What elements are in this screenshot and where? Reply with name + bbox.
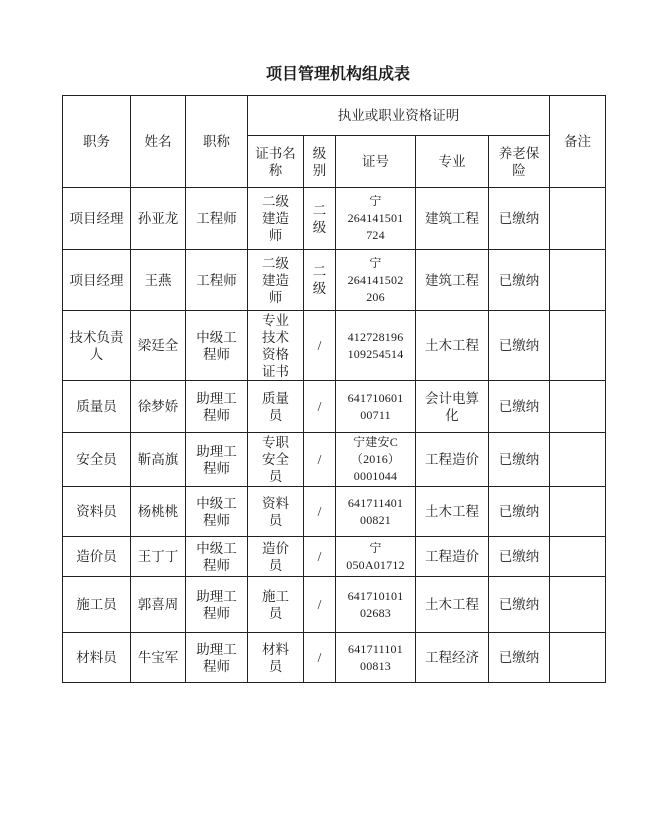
cell-remark xyxy=(550,188,606,250)
cell-pension: 已缴纳 xyxy=(489,487,550,537)
cell-cert-no: 宁050A01712 xyxy=(336,537,416,577)
cell-position: 施工员 xyxy=(63,577,131,633)
document-title: 项目管理机构组成表 xyxy=(265,66,410,83)
cell-cert-no: 64171140100821 xyxy=(336,487,416,537)
cell-cert-name: 造价员 xyxy=(248,537,304,577)
cell-name: 郭喜周 xyxy=(131,577,186,633)
cell-level: / xyxy=(304,537,336,577)
cell-remark xyxy=(550,250,606,311)
cell-major: 会计电算化 xyxy=(416,381,489,433)
cell-position: 项目经理 xyxy=(63,188,131,250)
cell-level: / xyxy=(304,633,336,683)
table-row xyxy=(63,537,606,577)
cell-name: 杨桃桃 xyxy=(131,487,186,537)
cell-title: 中级工程师 xyxy=(186,311,248,381)
cell-level: 二级 xyxy=(304,250,336,311)
cell-cert-no: 宁264141502206 xyxy=(336,250,416,311)
cell-level: / xyxy=(304,577,336,633)
cell-remark xyxy=(550,433,606,487)
cell-position: 项目经理 xyxy=(63,250,131,311)
header-name: 姓名 xyxy=(131,96,186,188)
cell-position: 技术负责人 xyxy=(63,311,131,381)
cell-title: 助理工程师 xyxy=(186,433,248,487)
header-cert-name: 证书名称 xyxy=(248,136,304,188)
cell-major: 工程造价 xyxy=(416,537,489,577)
cell-cert-no: 宁建安C（2016）0001044 xyxy=(336,433,416,487)
cell-major: 土木工程 xyxy=(416,577,489,633)
cell-title: 中级工程师 xyxy=(186,537,248,577)
cell-major: 土木工程 xyxy=(416,487,489,537)
cell-title: 助理工程师 xyxy=(186,381,248,433)
cell-name: 牛宝军 xyxy=(131,633,186,683)
table-row xyxy=(63,487,606,537)
cell-name: 徐梦娇 xyxy=(131,381,186,433)
cell-position: 资料员 xyxy=(63,487,131,537)
cell-title: 中级工程师 xyxy=(186,487,248,537)
cell-cert-name: 专职安全员 xyxy=(248,433,304,487)
cell-pension: 已缴纳 xyxy=(489,433,550,487)
cell-major: 建筑工程 xyxy=(416,188,489,250)
cell-cert-name: 材料员 xyxy=(248,633,304,683)
header-row xyxy=(63,96,606,136)
table-row xyxy=(63,433,606,487)
cell-remark xyxy=(550,577,606,633)
header-level: 级别 xyxy=(304,136,336,188)
cell-position: 质量员 xyxy=(63,381,131,433)
header-pension: 养老保险 xyxy=(489,136,550,188)
cell-cert-no: 64171110100813 xyxy=(336,633,416,683)
cell-pension: 已缴纳 xyxy=(489,188,550,250)
header-qualification: 执业或职业资格证明 xyxy=(248,96,550,136)
cell-name: 孙亚龙 xyxy=(131,188,186,250)
table-row xyxy=(63,188,606,250)
cell-name: 王燕 xyxy=(131,250,186,311)
table-row xyxy=(63,577,606,633)
cell-major: 土木工程 xyxy=(416,311,489,381)
cell-level: / xyxy=(304,311,336,381)
cell-name: 梁廷全 xyxy=(131,311,186,381)
cell-pension: 已缴纳 xyxy=(489,311,550,381)
cell-title: 助理工程师 xyxy=(186,633,248,683)
header-remark: 备注 xyxy=(550,96,606,188)
cell-title: 助理工程师 xyxy=(186,577,248,633)
cell-pension: 已缴纳 xyxy=(489,250,550,311)
cell-remark xyxy=(550,381,606,433)
cell-major: 建筑工程 xyxy=(416,250,489,311)
cell-title: 工程师 xyxy=(186,250,248,311)
cell-cert-name: 施工员 xyxy=(248,577,304,633)
table-row xyxy=(63,381,606,433)
header-major: 专业 xyxy=(416,136,489,188)
cell-position: 安全员 xyxy=(63,433,131,487)
cell-cert-no: 412728196109254514 xyxy=(336,311,416,381)
cell-pension: 已缴纳 xyxy=(489,537,550,577)
cell-name: 王丁丁 xyxy=(131,537,186,577)
staff-table xyxy=(62,95,606,683)
cell-cert-name: 资料员 xyxy=(248,487,304,537)
cell-pension: 已缴纳 xyxy=(489,577,550,633)
cell-level: / xyxy=(304,381,336,433)
cell-remark xyxy=(550,537,606,577)
header-title: 职称 xyxy=(186,96,248,188)
cell-level: / xyxy=(304,487,336,537)
header-cert-no: 证号 xyxy=(336,136,416,188)
table-row xyxy=(63,633,606,683)
cell-cert-name: 专业技术资格证书 xyxy=(248,311,304,381)
cell-cert-name: 质量员 xyxy=(248,381,304,433)
cell-remark xyxy=(550,311,606,381)
header-position: 职务 xyxy=(63,96,131,188)
cell-cert-no: 64171060100711 xyxy=(336,381,416,433)
table-row xyxy=(63,250,606,311)
cell-pension: 已缴纳 xyxy=(489,633,550,683)
cell-name: 靳高旗 xyxy=(131,433,186,487)
cell-cert-name: 二级建造师 xyxy=(248,188,304,250)
cell-cert-name: 二级建造师 xyxy=(248,250,304,311)
cell-position: 造价员 xyxy=(63,537,131,577)
cell-cert-no: 64171010102683 xyxy=(336,577,416,633)
table-row xyxy=(63,311,606,381)
cell-position: 材料员 xyxy=(63,633,131,683)
cell-level: 二级 xyxy=(304,188,336,250)
cell-level: / xyxy=(304,433,336,487)
cell-title: 工程师 xyxy=(186,188,248,250)
cell-major: 工程经济 xyxy=(416,633,489,683)
cell-remark xyxy=(550,487,606,537)
cell-pension: 已缴纳 xyxy=(489,381,550,433)
cell-cert-no: 宁264141501724 xyxy=(336,188,416,250)
cell-major: 工程造价 xyxy=(416,433,489,487)
cell-remark xyxy=(550,633,606,683)
